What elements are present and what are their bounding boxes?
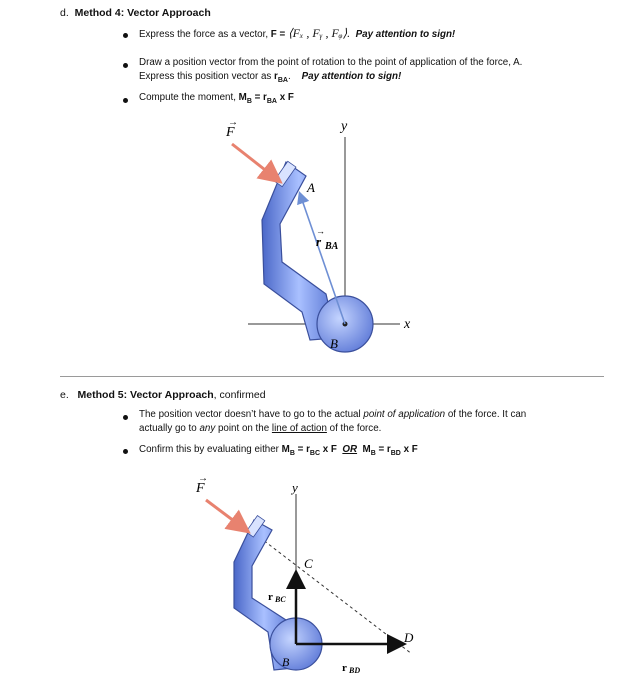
rba-vector-accent: → — [316, 226, 325, 236]
bullet-dot — [123, 415, 128, 420]
point-b-label: B — [282, 655, 290, 669]
force-arrow — [206, 500, 246, 530]
figure-e-diagram — [190, 470, 430, 692]
rba-label: r — [316, 234, 322, 249]
y-axis-label: y — [341, 119, 348, 134]
section-e-title: Method 5: Vector Approach — [77, 389, 214, 401]
force-vector-accent: → — [228, 117, 238, 128]
bullet-dot — [123, 33, 128, 38]
point-c-label: C — [304, 556, 313, 571]
point-b-label: B — [330, 336, 338, 351]
bullet-dot — [123, 63, 128, 68]
section-e-bullet-1: The position vector doesn’t have to go to the actual point of application of the force. It can actually go to any point on the line of action of the force. — [139, 409, 527, 434]
section-d-title: Method 4: Vector Approach — [74, 7, 211, 19]
bullet-dot — [123, 98, 128, 103]
rbd-label: r — [342, 662, 347, 674]
force-vector-accent: → — [198, 473, 208, 484]
rbd-subscript: BD — [349, 666, 361, 675]
point-d-label: D — [404, 630, 414, 645]
bullet-dot — [123, 449, 128, 454]
y-axis-label: y — [292, 480, 298, 495]
x-axis-label: x — [404, 317, 411, 332]
rbc-label: r — [268, 591, 273, 603]
figure-d-diagram — [210, 112, 430, 362]
force-arrow — [232, 144, 278, 180]
point-a-label: A — [307, 180, 315, 195]
rba-subscript: BA — [325, 241, 339, 252]
section-d-heading: d. Method 4: Vector Approach — [60, 7, 211, 19]
section-d-bullet-2: Draw a position vector from the point of rotation to the point of application of the force, A. Express this position vector as $r_{BA}$. Pay attention to sign! — [139, 57, 523, 84]
section-d-bullet-1: Express the force as a vector, F = ⟨Fₓ , Fᵧ , Fᵩ⟩. Pay attention to sign! — [139, 26, 456, 40]
force-label: F — [226, 125, 235, 140]
force-label: F — [196, 481, 205, 496]
section-d-bullet-3: Compute the moment, $M_B = r_{BA}$ x F — [139, 92, 294, 105]
rbc-subscript: BC — [275, 595, 286, 604]
section-e-heading: e. Method 5: Vector Approach, confirmed — [60, 389, 266, 401]
section-e-bullet-2: Confirm this by evaluating either $M_B = r_{BC}$ x F OR $M_B = r_{BD}$ x F — [139, 444, 418, 457]
section-divider — [60, 376, 604, 377]
force-vector-formula: ⟨Fₓ , Fᵧ , Fᵩ⟩. — [287, 26, 351, 40]
